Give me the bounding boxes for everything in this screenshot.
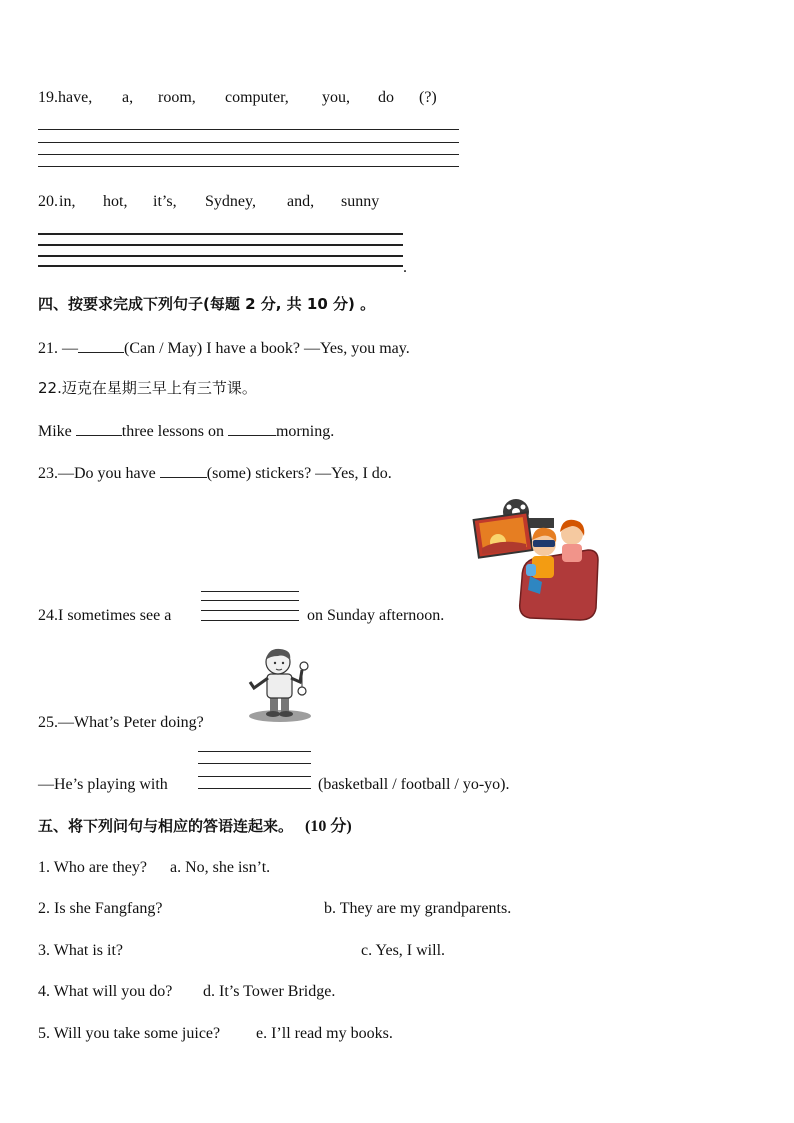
word: in,: [59, 193, 76, 210]
q20-number: 20.: [38, 193, 58, 210]
match-answer[interactable]: b. They are my grandparents.: [324, 900, 512, 917]
q20-words: [59, 192, 379, 212]
blank-input[interactable]: [160, 463, 207, 478]
q21-text: (Can / May) I have a book? —Yes, you may.: [124, 340, 410, 357]
word: and,: [287, 193, 315, 210]
word: (?): [419, 89, 437, 106]
word: do: [378, 89, 394, 106]
word: have,: [58, 89, 93, 106]
word: sunny: [341, 193, 380, 210]
match-question[interactable]: 3. What is it?: [38, 942, 124, 959]
match-question[interactable]: 2. Is she Fangfang?: [38, 900, 163, 917]
answer-line[interactable]: [38, 265, 403, 267]
boy-with-yoyo-illustration: [240, 642, 320, 724]
answer-line[interactable]: [38, 154, 459, 155]
q22-part1: Mike: [38, 423, 72, 440]
answer-line[interactable]: [201, 600, 299, 601]
q24-prefix: 24.I sometimes see a: [38, 607, 172, 624]
answer-line[interactable]: [38, 255, 403, 257]
answer-line[interactable]: [201, 610, 299, 611]
blank-input[interactable]: [228, 421, 276, 436]
match-answer[interactable]: e. I’ll read my books.: [256, 1025, 393, 1042]
match-question[interactable]: 5. Will you take some juice?: [38, 1025, 221, 1042]
answer-line[interactable]: [38, 233, 403, 235]
match-question[interactable]: 1. Who are they?: [38, 859, 147, 876]
q25-question: 25.—What’s Peter doing?: [38, 714, 204, 731]
match-answer[interactable]: a. No, she isn’t.: [170, 859, 271, 876]
q22-part3: morning.: [275, 423, 335, 440]
answer-line[interactable]: [198, 763, 311, 764]
answer-line[interactable]: [38, 129, 459, 130]
q21-number: 21.: [38, 340, 58, 357]
match-answer[interactable]: d. It’s Tower Bridge.: [203, 983, 336, 1000]
answer-line[interactable]: [201, 591, 299, 592]
word: you,: [322, 89, 350, 106]
section4-title: 四、按要求完成下列句子: [38, 295, 204, 313]
answer-line[interactable]: [38, 166, 459, 167]
word: Sydney,: [205, 193, 256, 210]
answer-line[interactable]: [198, 788, 311, 789]
q19-number: 19.: [38, 89, 58, 106]
q21: [38, 338, 410, 359]
q21-dash: —: [62, 340, 78, 357]
section4-score: (每题 2 分, 共 10 分) 。: [203, 295, 376, 313]
q22-sentence: [38, 421, 334, 442]
blank-input[interactable]: [78, 338, 124, 353]
answer-line[interactable]: [198, 776, 311, 777]
word: hot,: [103, 193, 128, 210]
word: it’s,: [153, 193, 177, 210]
q25-answer-prefix: —He’s playing with: [38, 776, 168, 793]
q19-words: [58, 88, 437, 108]
q23-prefix: 23.—Do you have: [38, 465, 156, 482]
q22-part2: three lessons on: [121, 423, 224, 440]
q23-suffix: (some) stickers? —Yes, I do.: [206, 465, 392, 482]
section5-title: 五、将下列问句与相应的答语连起来。: [38, 817, 294, 835]
match-question[interactable]: 4. What will you do?: [38, 983, 173, 1000]
answer-line[interactable]: [38, 244, 403, 246]
word: computer,: [225, 89, 289, 106]
section5-score: (10 分): [305, 818, 352, 835]
answer-line[interactable]: [201, 620, 299, 621]
answer-line[interactable]: [198, 751, 311, 752]
q22-chinese: 22.迈克在星期三早上有三节课。: [38, 379, 257, 397]
match-answer[interactable]: c. Yes, I will.: [361, 942, 446, 959]
q24-suffix: on Sunday afternoon.: [307, 607, 445, 624]
word: room,: [158, 89, 196, 106]
blank-input[interactable]: [76, 421, 122, 436]
cinema-kids-illustration: [470, 498, 600, 623]
q25-answer-suffix: (basketball / football / yo-yo).: [318, 776, 510, 793]
end-period: .: [403, 259, 407, 276]
section4-heading: [38, 294, 375, 315]
section5-heading: [38, 816, 352, 837]
answer-line[interactable]: [38, 142, 459, 143]
q23: [38, 463, 392, 484]
word: a,: [122, 89, 134, 106]
